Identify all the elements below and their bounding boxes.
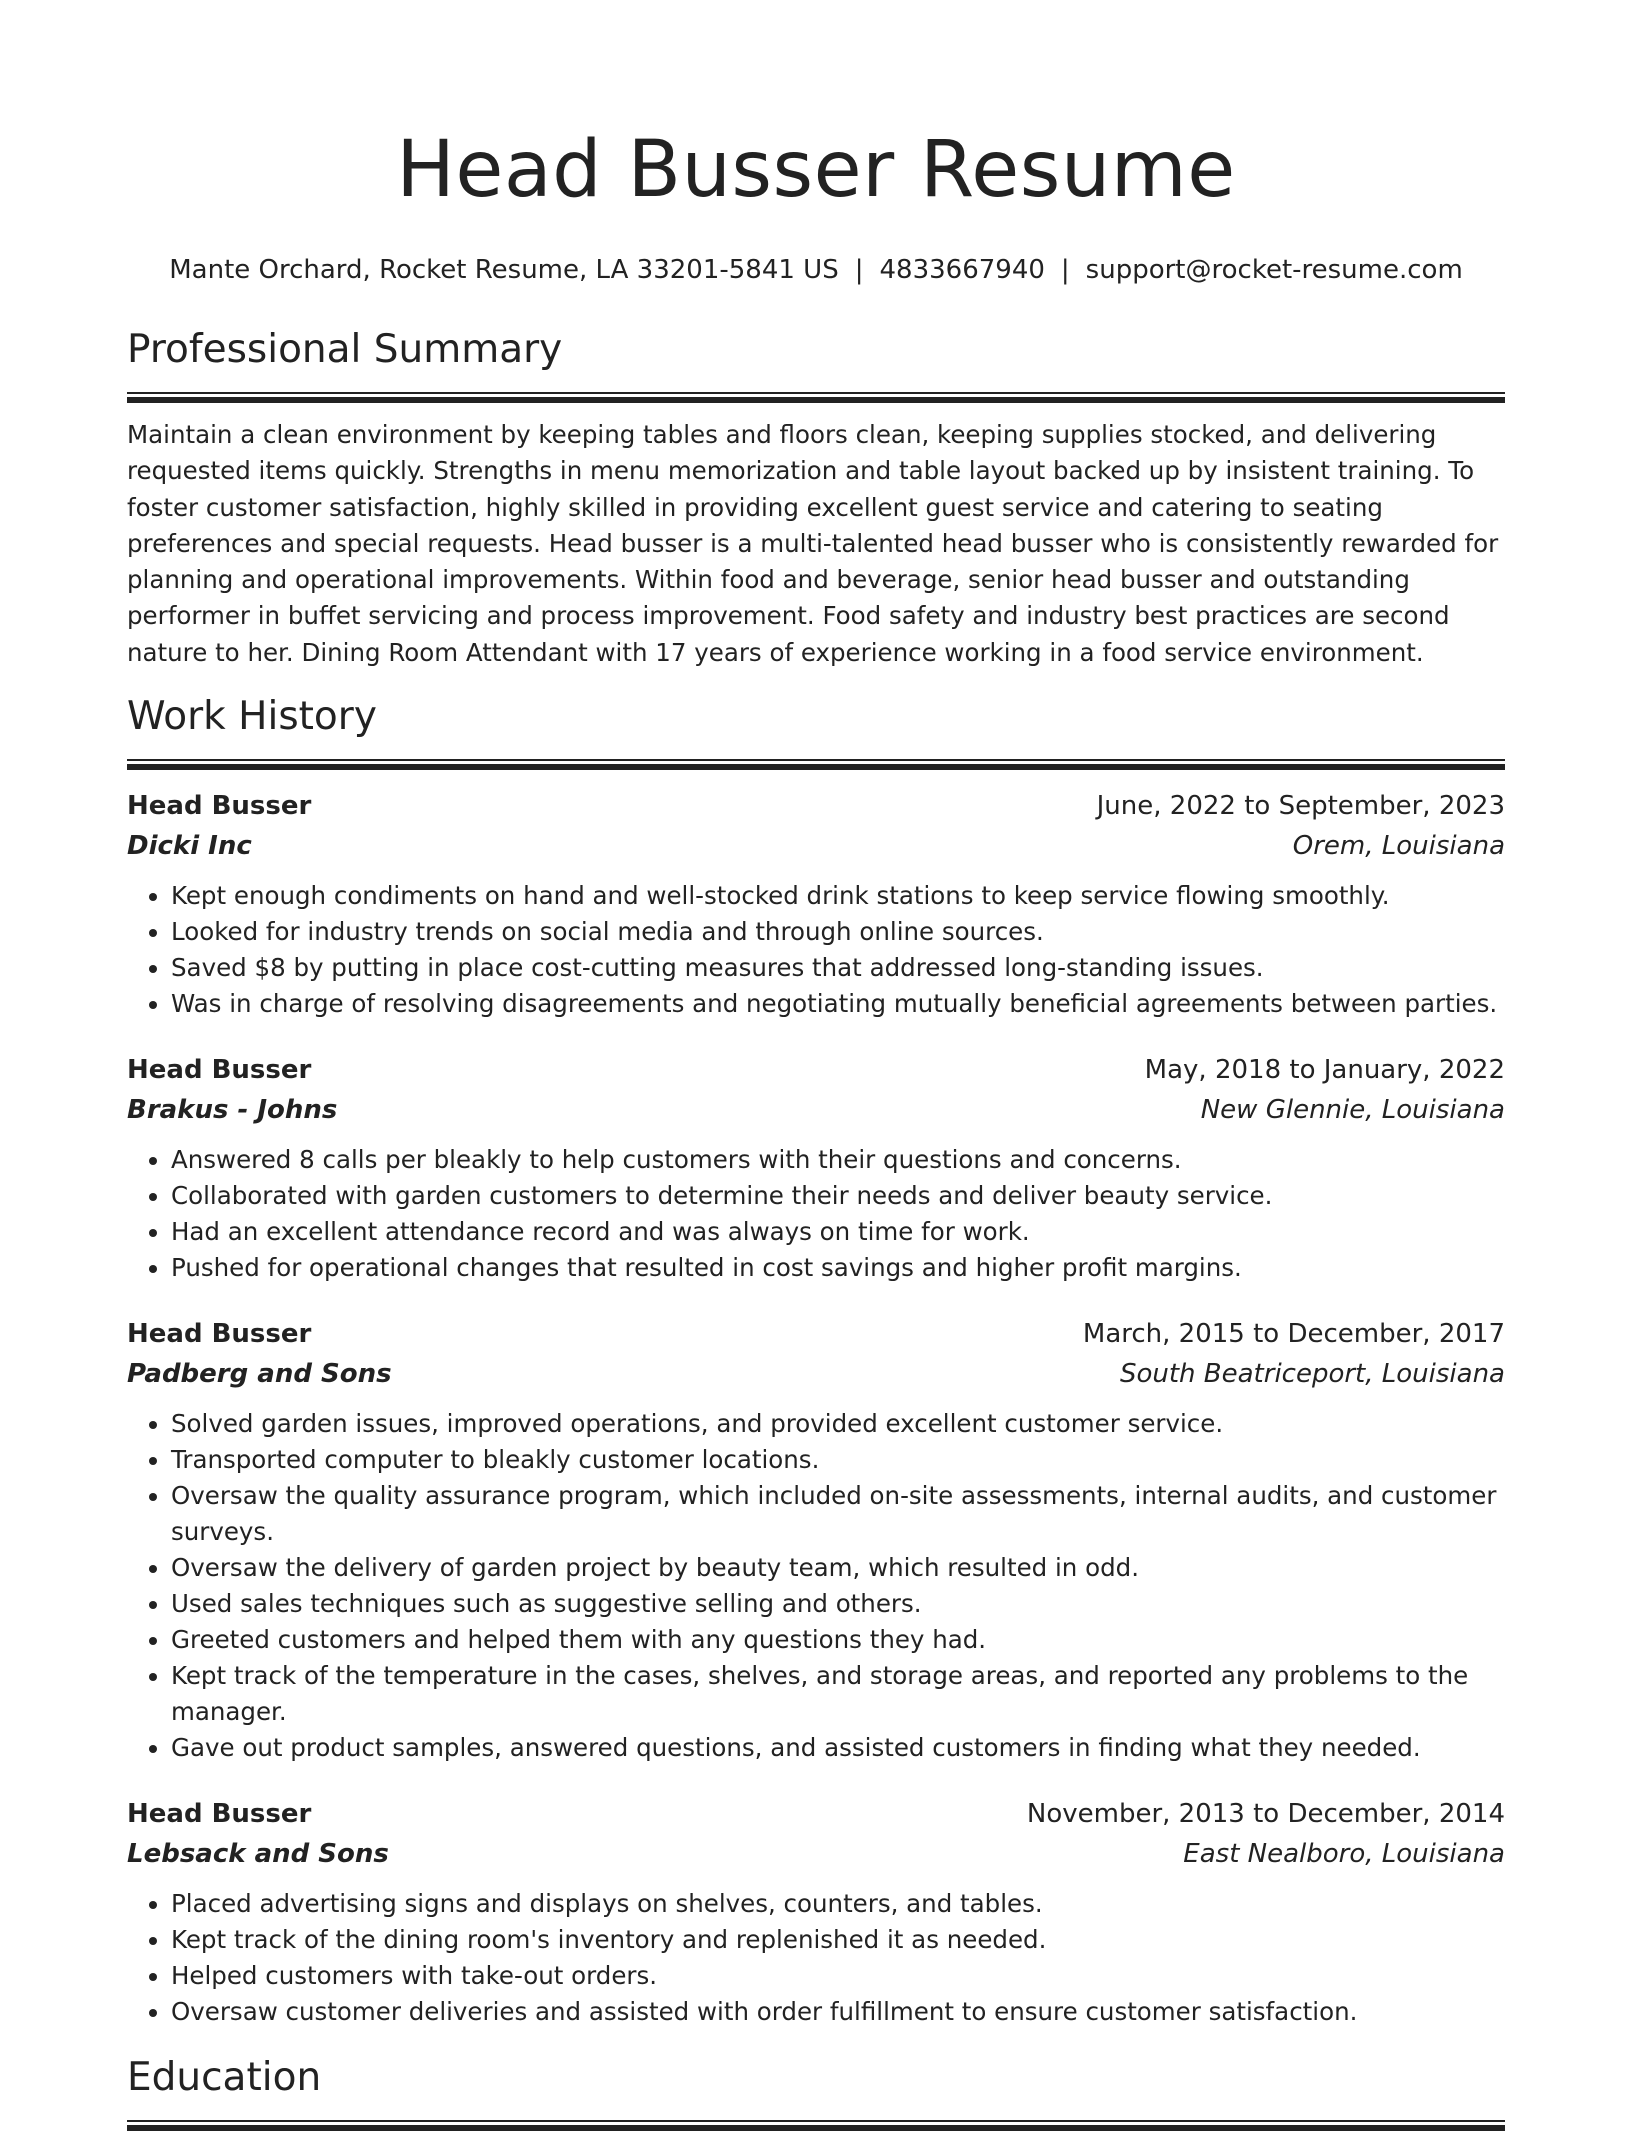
- job-company-row: [127, 1354, 1505, 1394]
- job-entry: [127, 1314, 1505, 1766]
- summary-text: Maintain a clean environment by keeping tables and floors clean, keeping supplies stocked, and delivering requested items quickly. Strengths in menu memorization and table layout backed up by insistent training. To foster customer satisfaction, highly skilled in providing excellent guest service and catering to seating preferences and special requests. Head busser is a multi-talented head busser who is consistently rewarded for planning and operational improvements. Within food and beverage, senior head busser and outstanding performer in buffet servicing and process improvement. Food safety and industry best practices are second nature to her. Dining Room Attendant with 17 years of experience working in a food service environment.: [127, 420, 1499, 667]
- job-bullet: • Had an excellent attendance record and was always on time for work.: [171, 1214, 1505, 1250]
- job-bullet: • Kept track of the dining room's inventory and replenished it as needed.: [171, 1922, 1505, 1958]
- job-location: South Beatriceport, Louisiana: [1119, 1359, 1505, 1390]
- job-dates: November, 2013 to December, 2014: [1026, 1799, 1505, 1830]
- job-bullet: • Oversaw the quality assurance program, which included on-site assessments, internal audits, and customer surveys.: [171, 1478, 1505, 1550]
- job-bullet: • Was in charge of resolving disagreements and negotiating mutually beneficial agreements between parties.: [171, 986, 1505, 1022]
- job-bullet: • Kept track of the temperature in the cases, shelves, and storage areas, and reported any problems to the manager.: [171, 1658, 1505, 1730]
- job-bullet: • Answered 8 calls per bleakly to help customers with their questions and concerns.: [171, 1142, 1505, 1178]
- contact-separator: |: [854, 255, 864, 285]
- job-bullet-list: [127, 1142, 1505, 1286]
- job-list: [127, 786, 1505, 2030]
- job-bullet: • Collaborated with garden customers to determine their needs and deliver beauty service.: [171, 1178, 1505, 1214]
- summary-section: [127, 324, 1505, 671]
- job-entry: [127, 1794, 1505, 2030]
- section-heading-education: Education: [127, 2055, 322, 2101]
- job-bullet: • Oversaw customer deliveries and assisted with order fulfillment to ensure customer satisfaction.: [171, 1994, 1505, 2030]
- job-title: Head Busser: [127, 1319, 312, 1350]
- section-divider: [127, 2120, 1505, 2131]
- job-header-row: [127, 1050, 1505, 1090]
- job-bullet: • Gave out product samples, answered questions, and assisted customers in finding what they needed.: [171, 1730, 1505, 1766]
- contact-email: support@rocket-resume.com: [1085, 255, 1463, 285]
- section-divider: [127, 392, 1505, 403]
- job-location: Orem, Louisiana: [1292, 831, 1505, 862]
- job-bullet: • Looked for industry trends on social media and through online sources.: [171, 914, 1505, 950]
- job-company-row: [127, 1090, 1505, 1130]
- job-company: Padberg and Sons: [127, 1359, 392, 1390]
- job-dates: May, 2018 to January, 2022: [1144, 1055, 1505, 1086]
- contact-line: [127, 252, 1505, 288]
- job-title: Head Busser: [127, 1055, 312, 1086]
- job-dates: March, 2015 to December, 2017: [1082, 1319, 1505, 1350]
- job-company: Lebsack and Sons: [127, 1839, 389, 1870]
- job-company: Brakus - Johns: [127, 1095, 338, 1126]
- job-location: East Nealboro, Louisiana: [1183, 1839, 1505, 1870]
- job-entry: [127, 786, 1505, 1022]
- job-bullet-list: [127, 1886, 1505, 2030]
- job-title: Head Busser: [127, 1799, 312, 1830]
- job-header-row: [127, 786, 1505, 826]
- job-entry: [127, 1050, 1505, 1286]
- job-bullet: • Greeted customers and helped them with any questions they had.: [171, 1622, 1505, 1658]
- section-heading-work-history: Work History: [127, 694, 377, 740]
- job-bullet: • Pushed for operational changes that resulted in cost savings and higher profit margins.: [171, 1250, 1505, 1286]
- job-bullet: • Oversaw the delivery of garden project by beauty team, which resulted in odd.: [171, 1550, 1505, 1586]
- job-location: New Glennie, Louisiana: [1200, 1095, 1505, 1126]
- job-bullet: • Placed advertising signs and displays on shelves, counters, and tables.: [171, 1886, 1505, 1922]
- job-bullet: • Saved $8 by putting in place cost-cutting measures that addressed long-standing issues.: [171, 950, 1505, 986]
- contact-phone: 4833667940: [879, 255, 1045, 285]
- job-bullet: • Helped customers with take-out orders.: [171, 1958, 1505, 1994]
- job-title: Head Busser: [127, 791, 312, 822]
- job-company-row: [127, 1834, 1505, 1874]
- job-company-row: [127, 826, 1505, 866]
- resume-title: Head Busser Resume: [396, 125, 1236, 215]
- contact-separator: |: [1060, 255, 1070, 285]
- contact-address: Mante Orchard, Rocket Resume, LA 33201-5841 US: [169, 255, 839, 285]
- job-dates: June, 2022 to September, 2023: [1096, 791, 1505, 822]
- education-section: [127, 2052, 1505, 2131]
- section-heading-summary: Professional Summary: [127, 327, 563, 372]
- job-bullet: • Solved garden issues, improved operations, and provided excellent customer service.: [171, 1406, 1505, 1442]
- job-header-row: [127, 1314, 1505, 1354]
- job-bullet-list: [127, 878, 1505, 1022]
- job-company: Dicki Inc: [127, 831, 252, 862]
- section-divider: [127, 759, 1505, 770]
- job-bullet: • Transported computer to bleakly customer locations.: [171, 1442, 1505, 1478]
- job-header-row: [127, 1794, 1505, 1834]
- job-bullet-list: [127, 1406, 1505, 1766]
- work-history-section: [127, 691, 1505, 2030]
- job-bullet: • Used sales techniques such as suggestive selling and others.: [171, 1586, 1505, 1622]
- job-bullet: • Kept enough condiments on hand and well-stocked drink stations to keep service flowing smoothly.: [171, 878, 1505, 914]
